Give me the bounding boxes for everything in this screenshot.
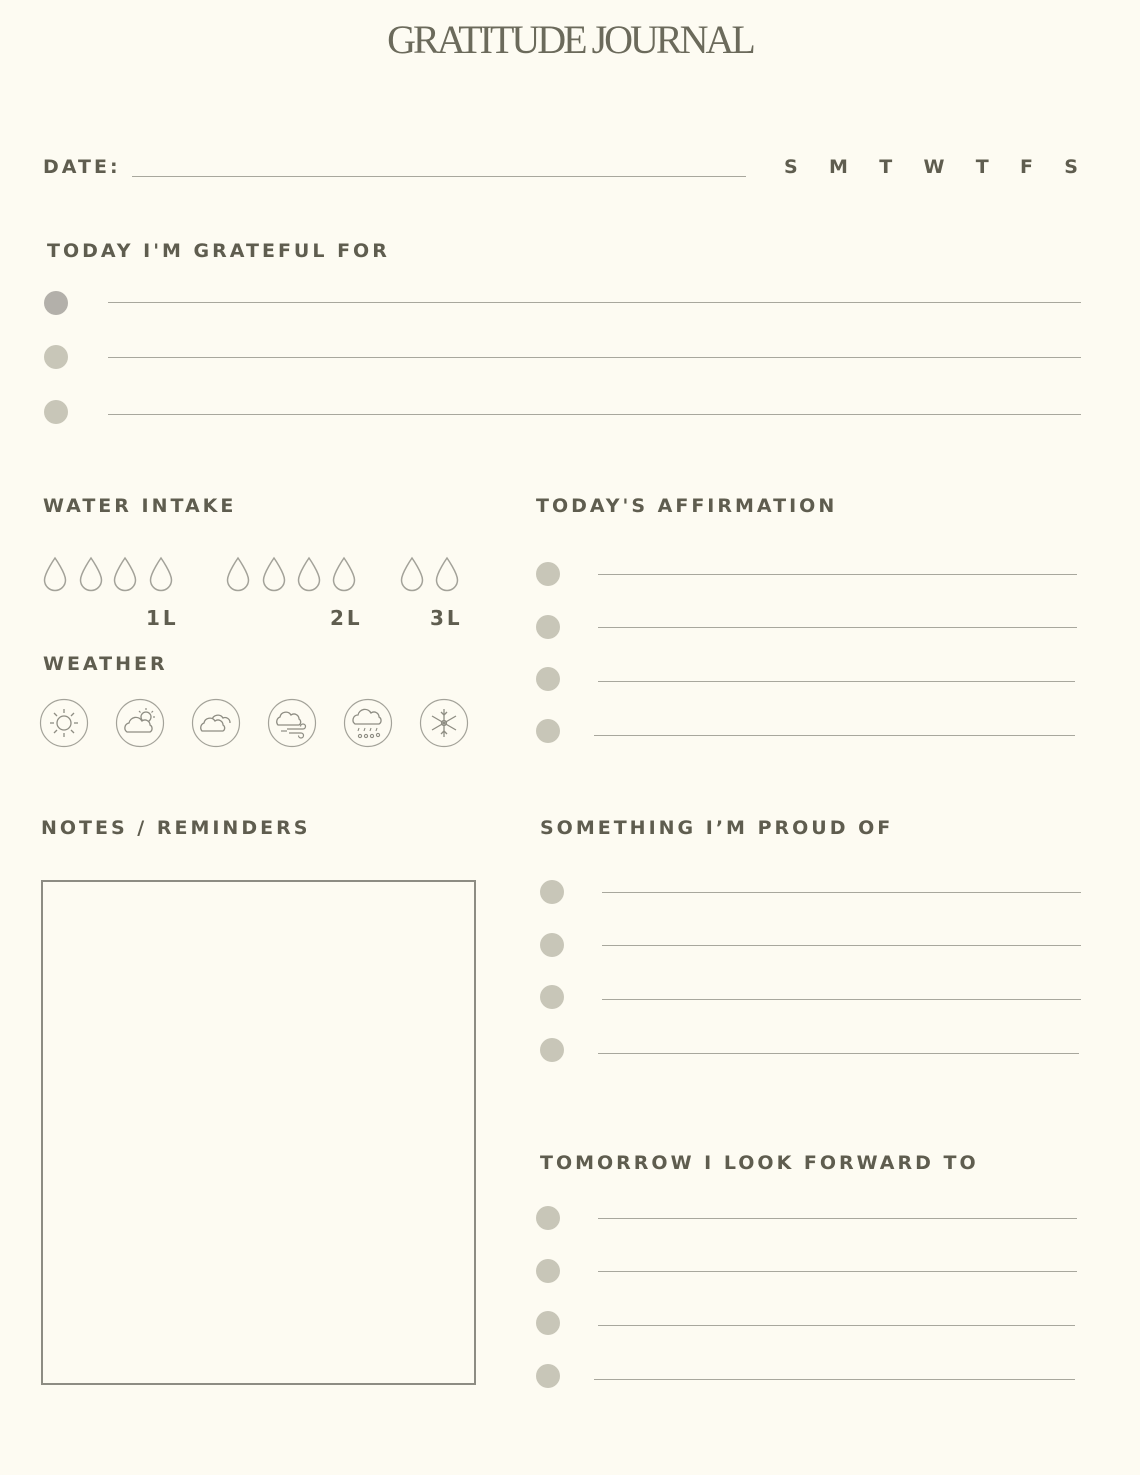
water-drop-icon[interactable]	[78, 556, 104, 592]
water-drop-icon[interactable]	[261, 556, 287, 592]
weekday-wednesday[interactable]: W	[923, 156, 945, 178]
water-heading: WATER INTAKE	[43, 495, 237, 517]
water-mark-2l: 2L	[330, 606, 363, 630]
partly-cloudy-icon[interactable]	[115, 698, 165, 748]
proud-bullet	[540, 933, 564, 957]
grateful-line[interactable]	[108, 357, 1081, 358]
grateful-heading: TODAY I'M GRATEFUL FOR	[47, 240, 390, 262]
tomorrow-line[interactable]	[598, 1218, 1077, 1219]
weekday-monday[interactable]: M	[828, 156, 848, 178]
cloudy-icon[interactable]	[191, 698, 241, 748]
weekday-thursday[interactable]: T	[975, 156, 989, 178]
water-drop-icon[interactable]	[112, 556, 138, 592]
tomorrow-bullet	[536, 1259, 560, 1283]
grateful-line[interactable]	[108, 302, 1081, 303]
tomorrow-bullet	[536, 1206, 560, 1230]
tomorrow-bullet	[536, 1311, 560, 1335]
grateful-bullet	[44, 400, 68, 424]
tomorrow-line[interactable]	[598, 1271, 1077, 1272]
notes-box[interactable]	[41, 880, 476, 1385]
proud-bullet	[540, 985, 564, 1009]
proud-line[interactable]	[598, 1053, 1079, 1054]
affirmation-bullet	[536, 562, 560, 586]
tomorrow-bullet	[536, 1364, 560, 1388]
sun-icon[interactable]	[39, 698, 89, 748]
grateful-line[interactable]	[108, 414, 1081, 415]
weekday-selector	[784, 156, 1078, 178]
tomorrow-line[interactable]	[598, 1325, 1075, 1326]
water-drop-icon[interactable]	[296, 556, 322, 592]
proud-bullet	[540, 1038, 564, 1062]
snow-icon[interactable]	[419, 698, 469, 748]
affirmation-bullet	[536, 615, 560, 639]
affirmation-line[interactable]	[598, 681, 1075, 682]
proud-line[interactable]	[602, 892, 1081, 893]
water-drop-icon[interactable]	[42, 556, 68, 592]
proud-heading: SOMETHING I’M PROUD OF	[540, 817, 894, 839]
water-drop-icon[interactable]	[331, 556, 357, 592]
affirmation-line[interactable]	[598, 627, 1077, 628]
affirmation-bullet	[536, 667, 560, 691]
grateful-bullet	[44, 291, 68, 315]
weekday-saturday[interactable]: S	[1064, 156, 1078, 178]
affirmation-line[interactable]	[594, 735, 1075, 736]
affirmation-bullet	[536, 719, 560, 743]
date-label: DATE:	[43, 156, 121, 178]
water-drop-icon[interactable]	[148, 556, 174, 592]
water-mark-1l: 1L	[146, 606, 179, 630]
notes-heading: NOTES / REMINDERS	[41, 817, 311, 839]
weekday-friday[interactable]: F	[1020, 156, 1033, 178]
rain-icon[interactable]	[343, 698, 393, 748]
water-drop-icon[interactable]	[434, 556, 460, 592]
weekday-sunday[interactable]: S	[784, 156, 798, 178]
page-title: GRATITUDE JOURNAL	[387, 17, 753, 62]
tomorrow-heading: TOMORROW I LOOK FORWARD TO	[540, 1152, 979, 1174]
weekday-tuesday[interactable]: T	[879, 156, 893, 178]
water-drop-icon[interactable]	[399, 556, 425, 592]
affirmation-heading: TODAY'S AFFIRMATION	[536, 495, 838, 517]
windy-icon[interactable]	[267, 698, 317, 748]
proud-line[interactable]	[602, 999, 1081, 1000]
weather-heading: WEATHER	[43, 653, 168, 675]
proud-line[interactable]	[602, 945, 1081, 946]
grateful-bullet	[44, 345, 68, 369]
affirmation-line[interactable]	[598, 574, 1077, 575]
date-line[interactable]	[132, 176, 746, 177]
proud-bullet	[540, 880, 564, 904]
water-drop-icon[interactable]	[225, 556, 251, 592]
water-mark-3l: 3L	[430, 606, 463, 630]
tomorrow-line[interactable]	[594, 1379, 1075, 1380]
